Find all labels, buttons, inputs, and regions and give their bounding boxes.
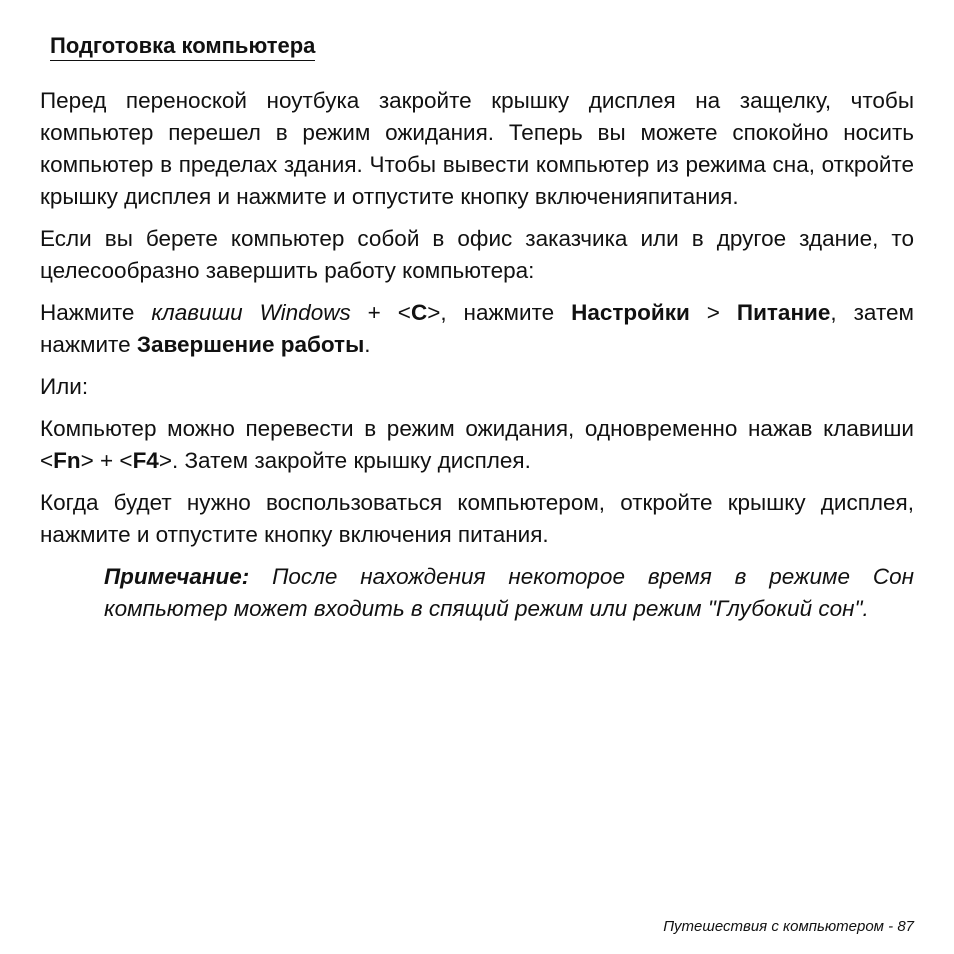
paragraph-or: Или: xyxy=(40,374,89,399)
note-label: Примечание: xyxy=(104,564,250,589)
shutdown-term: Завершение работы xyxy=(136,332,365,357)
footer-section-title: Путешествия с компьютером - xyxy=(663,918,898,935)
key-f4: F4 xyxy=(132,448,159,473)
note-text: После нахождения некоторое время в режиме Сон компьютер может входить в спящий режим или режим "Глубокий сон". xyxy=(104,564,914,621)
page-number: 87 xyxy=(897,918,914,935)
key-c: C xyxy=(410,300,428,325)
note-block xyxy=(104,561,914,625)
power-term: Питание xyxy=(736,300,831,325)
settings-term: Настройки xyxy=(571,300,690,325)
paragraph-shutdown-steps: Нажмите клавиши Windows + <C>, нажмите Настройки > Питание, затем нажмите Завершение работы. xyxy=(40,300,914,357)
page-footer xyxy=(663,918,914,935)
paragraph-wake: Когда будет нужно воспользоваться компьютером, откройте крышку дисплея, нажмите и отпустите кнопку включения питания. xyxy=(40,490,914,547)
paragraph-sleep-keys: Компьютер можно перевести в режим ожидания, одновременно нажав клавиши <Fn> + <F4>. Затем закройте крышку дисплея. xyxy=(40,416,914,473)
paragraph-shutdown-intro: Если вы берете компьютер собой в офис заказчика или в другое здание, то целесообразно завершить работу компьютера: xyxy=(40,226,914,283)
windows-keys-text: клавиши Windows xyxy=(151,300,351,325)
document-page xyxy=(40,32,914,625)
section-heading: Подготовка компьютера xyxy=(50,32,315,61)
paragraph-carrying: Перед переноской ноутбука закройте крышку дисплея на защелку, чтобы компьютер перешел в режим ожидания. Теперь вы можете спокойно носить компьютер в пределах здания. Чтобы вывести компьютер из режима сна, откройте крышку дисплея и нажмите и отпустите кнопку включенияпитания. xyxy=(40,88,914,209)
key-fn: Fn xyxy=(53,448,81,473)
